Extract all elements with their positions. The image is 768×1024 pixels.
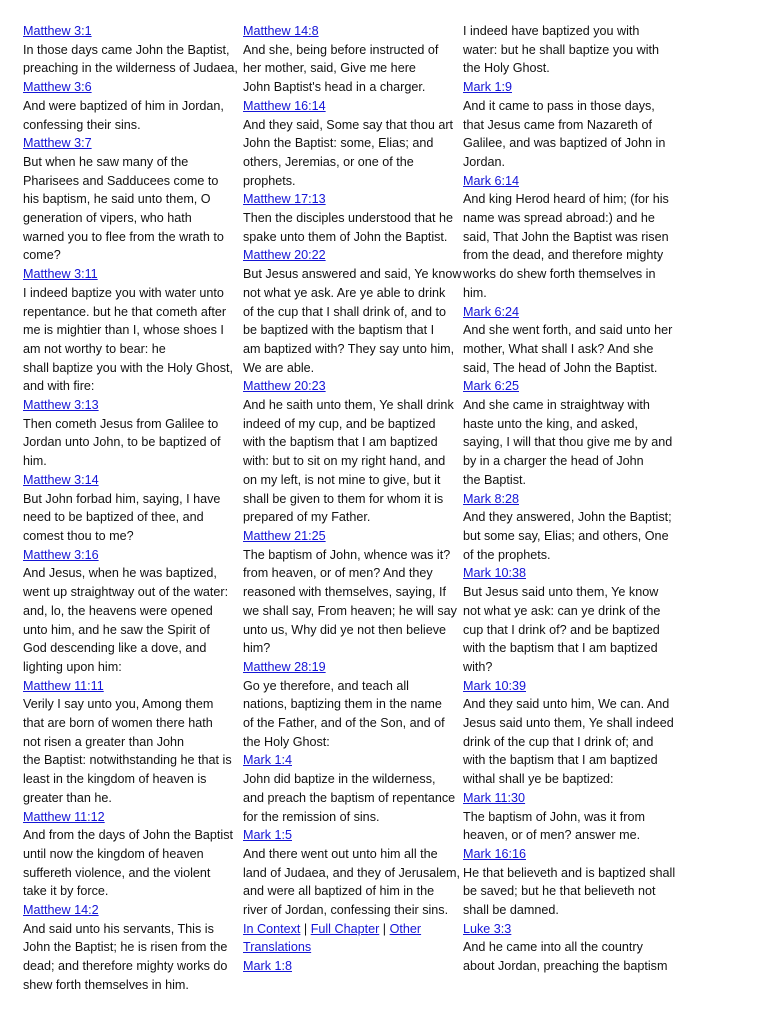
verse-reference-link[interactable]: Matthew 3:1 [23,24,92,38]
verse-reference-link[interactable]: Mark 8:28 [463,491,519,506]
verse-text-line: The baptism of John, whence was it? [243,547,451,562]
verse-text-line: of the Father, and of the Son, and of [243,716,445,731]
verse-text-line: reasoned with themselves, saying, If [243,585,447,600]
verse-text-line: unto us, Why did ye not then believe [243,622,447,637]
verse-nav-links [243,920,460,976]
verse-reference-link[interactable]: Mark 11:30 [463,790,526,805]
verse-entry [243,751,460,826]
verse-text-line: Jordan unto John, to be baptized of [23,435,221,450]
verse-text-line: of the prophets. [463,547,551,562]
verse-entry [23,22,240,78]
verse-reference-link[interactable]: Matthew 3:13 [23,398,99,413]
verse-text-line: And from the days of John the Baptist [23,828,234,843]
verse-text-line: And she came in straightway with [463,398,650,413]
verse-text-line: the Holy Ghost. [463,61,550,76]
verse-text-line: we shall say, From heaven; he will say [243,603,457,618]
verse-text-line: shew forth themselves in him. [23,977,189,992]
verse-entry [463,845,685,920]
verse-text-line: be baptized with the baptism that I [243,323,435,338]
verse-entry [463,172,685,303]
in-context-link[interactable]: In Context [243,921,301,936]
verse-entry [243,377,460,527]
verse-text-line: I indeed have baptized you with [463,24,640,38]
verse-text-line: and with fire: [23,379,95,394]
verse-reference-link[interactable]: Mark 1:4 [243,753,292,768]
verse-text-line: withal shall ye be baptized: [463,772,614,787]
verse-text-line: And they answered, John the Baptist; [463,510,672,525]
verse-entry [463,22,685,78]
verse-text-line: with the baptism that I am baptized [463,753,658,768]
verse-text-line: went up straightway out of the water: [23,585,229,600]
verse-entry [463,78,685,172]
verse-entry [23,808,240,902]
verse-text-line: And there went out unto him all the [243,846,438,861]
verse-entry [243,97,460,191]
verse-text-line: that Jesus came from Nazareth of [463,117,652,132]
verse-reference-link[interactable]: Matthew 14:2 [23,903,99,918]
verse-text-line: not risen a greater than John [23,734,185,749]
verse-reference-link[interactable]: Matthew 16:14 [243,98,326,113]
verse-entry [463,789,685,845]
verse-text-line: and preach the baptism of repentance [243,790,456,805]
verse-text-line: But Jesus said unto them, Ye know [463,585,659,600]
verse-text-line: am not worthy to bear: he [23,341,166,356]
verse-text-line: his baptism, he said unto them, O [23,192,211,207]
verse-text-line: her mother, said, Give me here [243,61,416,76]
verse-reference-link[interactable]: Matthew 3:16 [23,547,99,562]
other-translations-link[interactable]: Other [389,921,422,936]
verse-reference-link[interactable]: Mark 6:25 [463,379,519,394]
verse-text-line: river of Jordan, confessing their sins. [243,903,449,918]
verse-text-line: shall be given to them for whom it is [243,491,444,506]
verse-entry [243,658,460,752]
verse-text-line: prepared of my Father. [243,510,371,525]
verse-text-line: mother, What shall I ask? And she [463,341,654,356]
verse-reference-link[interactable]: Mark 1:8 [243,959,292,974]
verse-reference-link[interactable]: Matthew 21:25 [243,528,326,543]
verse-text-line: am baptized with? They say unto him, [243,341,455,356]
verse-text-line: take it by force. [23,884,109,899]
verse-reference-link[interactable]: Mark 6:24 [463,304,519,319]
verse-text-line: him. [463,285,487,300]
verse-entry [23,265,240,396]
verse-entry [23,901,240,995]
verse-text-line: prophets. [243,173,296,188]
verse-text-line: with: but to sit on my right hand, and [243,454,446,469]
verse-text-line: confessing their sins. [23,117,141,132]
verse-entry [243,22,460,97]
verse-entry [463,377,685,489]
verse-entry [463,564,685,676]
verse-column-1 [23,22,240,995]
verse-text-line: nations, baptizing them in the name [243,697,442,712]
verse-reference-link[interactable]: Matthew 3:14 [23,472,99,487]
verse-text-line: spake unto them of John the Baptist. [243,229,448,244]
verse-entry [463,677,685,789]
verse-reference-link[interactable]: Matthew 11:12 [23,809,105,824]
nav-separator: | [303,921,308,936]
verse-text-line: suffereth violence, and the violent [23,865,211,880]
verse-reference-link[interactable]: Mark 10:38 [463,566,526,581]
verse-entry [243,527,460,658]
full-chapter-link[interactable]: Full Chapter [310,921,380,936]
verse-text-line: by in a charger the head of John [463,454,644,469]
verse-text-line: And Jesus, when he was baptized, [23,566,217,581]
verse-entry [463,920,685,976]
verse-text-line: Galilee, and was baptized of John in [463,136,666,151]
verse-entry [243,190,460,246]
verse-text-line: least in the kingdom of heaven is [23,772,207,787]
verse-text-line: from the dead, and therefore mighty [463,248,664,263]
verse-entry [23,546,240,677]
verse-text-line: unto him, and he saw the Spirit of [23,622,210,637]
verse-text-line: John did baptize in the wilderness, [243,772,436,787]
verse-text-line: generation of vipers, who hath [23,211,192,226]
verse-text-line: the Baptist. [463,472,527,487]
verse-text-line: but some say, Elias; and others, One [463,528,669,543]
verse-text-line: Jesus said unto them, Ye shall indeed [463,716,674,731]
verse-entry [23,78,240,134]
verse-reference-link[interactable]: Matthew 20:23 [243,379,326,394]
verse-text-line: heaven, or of men? answer me. [463,828,641,843]
verse-text-line: And king Herod heard of him; (for his [463,192,669,207]
verse-entry [463,490,685,565]
verse-text-line: And said unto his servants, This is [23,921,214,936]
verse-text-line: water: but he shall baptize you with [463,42,660,57]
verse-text-line: He that believeth and is baptized shall [463,865,676,880]
verse-text-line: me is mightier than I, whose shoes I [23,323,224,338]
verse-text-line: Go ye therefore, and teach all [243,678,409,693]
verse-text-line: Jordan. [463,154,506,169]
verse-entry [23,677,240,808]
verse-text-line: I indeed baptize you with water unto [23,285,224,300]
verse-entry [243,826,460,920]
verse-entry [23,396,240,471]
verse-text-line: But John forbad him, saying, I have [23,491,221,506]
verse-text-line: And he came into all the country [463,940,643,955]
verse-text-line: Pharisees and Sadducees come to [23,173,219,188]
verse-text-line: We are able. [243,360,315,375]
verse-text-line: not what ye ask: can ye drink of the [463,603,661,618]
verse-text-line: But Jesus answered and said, Ye know [243,267,462,282]
verse-text-line: not what ye ask. Are ye able to drink [243,285,446,300]
verse-reference-link[interactable]: Matthew 11:11 [23,678,104,693]
verse-text-line: haste unto the king, and asked, [463,416,639,431]
verse-text-line: Then the disciples understood that he [243,211,454,226]
nav-separator: | [382,921,387,936]
other-translations-link-continued[interactable]: Translations [243,940,312,955]
verse-reference-link[interactable]: Matthew 3:7 [23,136,92,151]
verse-text-line: shall baptize you with the Holy Ghost, [23,360,234,375]
verse-column-3 [463,22,685,976]
verse-text-line: others, Jeremias, or one of the [243,154,414,169]
verse-text-line: John the Baptist; he is risen from the [23,940,228,955]
verse-text-line: with the baptism that I am baptized [463,641,658,656]
verse-text-line: him? [243,641,271,656]
verse-reference-link[interactable]: Matthew 14:8 [243,24,319,38]
verse-entry [23,471,240,546]
verse-text-line: said, The head of John the Baptist. [463,360,658,375]
verse-text-line: drink of the cup that I drink of; and [463,734,654,749]
verse-entry [463,303,685,378]
verse-text-line: And he saith unto them, Ye shall drink [243,398,454,413]
verse-entry [243,246,460,377]
verse-text-line: of the cup that I shall drink of, and to [243,304,447,319]
verse-text-line: Verily I say unto you, Among them [23,697,214,712]
verse-text-line: on my left, is not mine to give, but it [243,472,441,487]
verse-reference-link[interactable]: Matthew 20:22 [243,248,326,263]
verse-text-line: land of Judaea, and they of Jerusalem, [243,865,461,880]
verse-text-line: cup that I drink of? and be baptized [463,622,660,637]
verse-entry [23,134,240,265]
verse-text-line: be saved; but he that believeth not [463,884,656,899]
verse-reference-link[interactable]: Mark 10:39 [463,678,526,693]
verse-text-line: dead; and therefore mighty works do [23,959,228,974]
verse-text-line: And she, being before instructed of [243,42,439,57]
verse-text-line: said, That John the Baptist was risen [463,229,669,244]
verse-text-line: lighting upon him: [23,659,122,674]
verse-text-line: And they said unto him, We can. And [463,697,670,712]
verse-text-line: In those days came John the Baptist, [23,42,230,57]
verse-text-line: the Baptist: notwithstanding he that is [23,753,232,768]
verse-text-line: And it came to pass in those days, [463,98,655,113]
verse-text-line: about Jordan, preaching the baptism [463,959,668,974]
verse-text-line: for the remission of sins. [243,809,380,824]
verse-text-line: saying, I will that thou give me by and [463,435,673,450]
verse-text-line: preaching in the wilderness of Judaea, [23,61,238,76]
verse-reference-link[interactable]: Matthew 28:19 [243,659,326,674]
verse-text-line: John Baptist's head in a charger. [243,80,426,95]
verse-text-line: and, lo, the heavens were opened [23,603,213,618]
verse-text-line: shall be damned. [463,903,559,918]
verse-text-line: comest thou to me? [23,528,134,543]
verse-reference-link[interactable]: Luke 3:3 [463,921,512,936]
verse-text-line: with? [463,659,493,674]
verse-text-line: that are born of women there hath [23,716,213,731]
verse-text-line: The baptism of John, was it from [463,809,645,824]
verse-column-2 [243,22,460,976]
verse-reference-link[interactable]: Mark 1:9 [463,80,512,95]
verse-text-line: him. [23,454,47,469]
verse-text-line: And they said, Some say that thou art [243,117,454,132]
verse-text-line: John the Baptist: some, Elias; and [243,136,434,151]
verse-text-line: with the baptism that I am baptized [243,435,438,450]
verse-text-line: the Holy Ghost: [243,734,330,749]
verse-text-line: from heaven, or of men? And they [243,566,433,581]
verse-text-line: indeed of my cup, and be baptized [243,416,436,431]
verse-reference-link[interactable]: Mark 16:16 [463,846,526,861]
verse-reference-link[interactable]: Matthew 3:11 [23,267,98,282]
verse-text-line: Then cometh Jesus from Galilee to [23,416,219,431]
verse-reference-link[interactable]: Mark 1:5 [243,828,292,843]
verse-text-line: greater than he. [23,790,112,805]
verse-text-line: name was spread abroad:) and he [463,211,655,226]
verse-text-line: And she went forth, and said unto her [463,323,673,338]
verse-text-line: And were baptized of him in Jordan, [23,98,224,113]
verse-reference-link[interactable]: Matthew 17:13 [243,192,326,207]
verse-text-line: God descending like a dove, and [23,641,207,656]
verse-text-line: until now the kingdom of heaven [23,846,204,861]
verse-text-line: need to be baptized of thee, and [23,510,204,525]
verse-text-line: warned you to flee from the wrath to [23,229,224,244]
verse-text-line: come? [23,248,61,263]
verse-text-line: But when he saw many of the [23,154,189,169]
verse-reference-link[interactable]: Mark 6:14 [463,173,519,188]
verse-text-line: and were all baptized of him in the [243,884,435,899]
verse-reference-link[interactable]: Matthew 3:6 [23,80,92,95]
verse-text-line: repentance. but he that cometh after [23,304,227,319]
verse-text-line: works do shew forth themselves in [463,267,656,282]
